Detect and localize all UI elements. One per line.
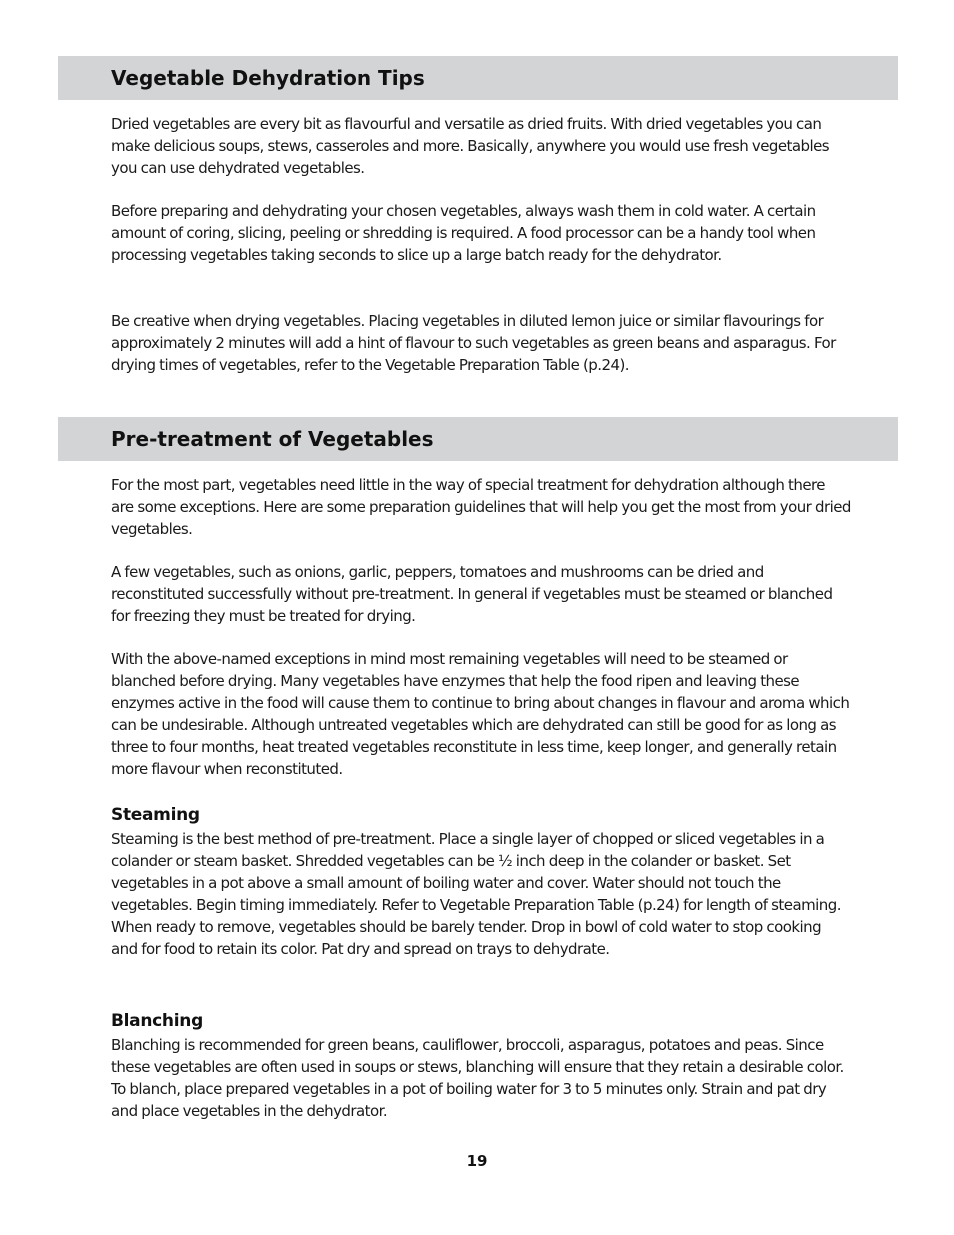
section-header-vegetable-dehydration-tips [58, 56, 898, 100]
section-header-pre-treatment [58, 417, 898, 461]
paragraph: A few vegetables, such as onions, garlic, peppers, tomatoes and mushrooms can be dried and reconstituted successfully without pre-treatment. In general if vegetables must be steamed or blanched for freezing they must be treated for drying. [111, 563, 833, 625]
paragraph: Before preparing and dehydrating your chosen vegetables, always wash them in cold water. A certain amount of coring, slicing, peeling or shredding is required. A food processor can be a handy tool when processing vegetables taking seconds to slice up a large batch ready for the dehydrator. [111, 202, 816, 264]
section-title: Pre-treatment of Vegetables [111, 427, 434, 451]
subheading-steaming: Steaming [111, 805, 200, 825]
paragraph: With the above-named exceptions in mind most remaining vegetables will need to be steamed or blanched before drying. Many vegetables have enzymes that help the food ripen and leaving these enzymes active in the food will cause them to continue to bring about changes in flavour and aroma which can be undesirable. Although untreated vegetables which are dehydrated can still be good for as long as three to four months, heat treated vegetables reconstitute in less time, keep longer, and generally retain more flavour when reconstituted. [111, 650, 850, 778]
paragraph-blanching: Blanching is recommended for green beans, cauliflower, broccoli, asparagus, potatoes and peas. Since these vegetables are often used in soups or stews, blanching will ensure that they retain a desirable color. To blanch, place prepared vegetables in a pot of boiling water for 3 to 5 minutes only. Strain and pat dry and place vegetables in the dehydrator. [111, 1036, 844, 1120]
paragraph: Be creative when drying vegetables. Placing vegetables in diluted lemon juice or similar flavourings for approximately 2 minutes will add a hint of flavour to such vegetables as green beans and asparagus. For drying times of vegetables, refer to the Vegetable Preparation Table (p.24). [111, 312, 836, 374]
subheading-blanching: Blanching [111, 1011, 203, 1031]
paragraph: Dried vegetables are every bit as flavourful and versatile as dried fruits. With dried vegetables you can make delicious soups, stews, casseroles and more. Basically, anywhere you would use fresh vegetables you can use dehydrated vegetables. [111, 115, 830, 177]
page-number: 19 [466, 1152, 488, 1170]
section-title: Vegetable Dehydration Tips [111, 66, 425, 90]
paragraph: For the most part, vegetables need little in the way of special treatment for dehydration although there are some exceptions. Here are some preparation guidelines that will help you get the most from your dried vegetables. [111, 476, 851, 538]
paragraph-steaming: Steaming is the best method of pre-treatment. Place a single layer of chopped or sliced vegetables in a colander or steam basket. Shredded vegetables can be ½ inch deep in the colander or basket. Set vegetables in a pot above a small amount of boiling water and cover. Water should not touch the vegetables. Begin timing immediately. Refer to Vegetable Preparation Table (p.24) for length of steaming. When ready to remove, vegetables should be barely tender. Drop in bowl of cold water to stop cooking and for food to retain its color. Pat dry and spread on trays to dehydrate. [111, 830, 841, 958]
